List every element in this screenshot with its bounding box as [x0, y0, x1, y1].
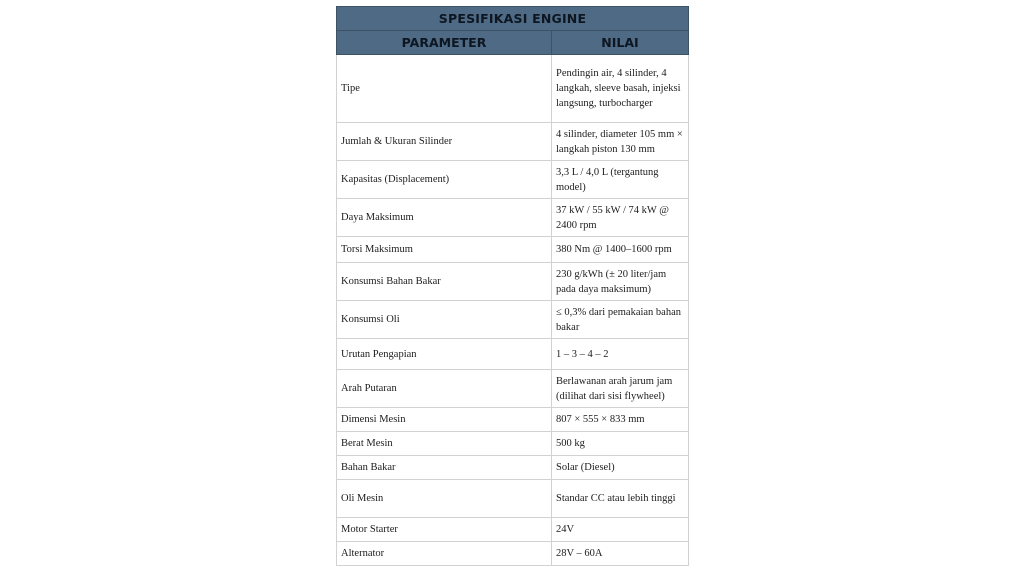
row-parameter: Berat Mesin — [337, 432, 552, 456]
row-value: 24V — [552, 518, 689, 542]
row-parameter: Jumlah & Ukuran Silinder — [337, 123, 552, 161]
table-title-row — [337, 7, 689, 31]
row-parameter: Kapasitas (Displacement) — [337, 161, 552, 199]
row-parameter: Torsi Maksimum — [337, 237, 552, 263]
column-header-parameter: PARAMETER — [337, 31, 552, 55]
row-parameter: Arah Putaran — [337, 370, 552, 408]
row-value: Pendingin air, 4 silinder, 4 langkah, sleeve basah, injeksi langsung, turbocharger — [552, 55, 689, 123]
table-row — [337, 542, 689, 566]
engine-spec-table — [336, 6, 689, 566]
table-row — [337, 199, 689, 237]
row-parameter: Oli Mesin — [337, 480, 552, 518]
table-row — [337, 456, 689, 480]
table-row — [337, 408, 689, 432]
row-value: 4 silinder, diameter 105 mm × langkah piston 130 mm — [552, 123, 689, 161]
row-value: 230 g/kWh (± 20 liter/jam pada daya maksimum) — [552, 263, 689, 301]
table-row — [337, 55, 689, 123]
table-row — [337, 339, 689, 370]
row-value: 380 Nm @ 1400–1600 rpm — [552, 237, 689, 263]
row-parameter: Konsumsi Oli — [337, 301, 552, 339]
table-row — [337, 432, 689, 456]
row-parameter: Urutan Pengapian — [337, 339, 552, 370]
row-parameter: Daya Maksimum — [337, 199, 552, 237]
row-value: Solar (Diesel) — [552, 456, 689, 480]
table-title: SPESIFIKASI ENGINE — [337, 7, 689, 31]
row-value: Standar CC atau lebih tinggi — [552, 480, 689, 518]
table-row — [337, 518, 689, 542]
row-value: 37 kW / 55 kW / 74 kW @ 2400 rpm — [552, 199, 689, 237]
table-row — [337, 161, 689, 199]
row-parameter: Motor Starter — [337, 518, 552, 542]
row-value: 3,3 L / 4,0 L (tergantung model) — [552, 161, 689, 199]
table-row — [337, 370, 689, 408]
row-parameter: Bahan Bakar — [337, 456, 552, 480]
table-row — [337, 237, 689, 263]
table-row — [337, 123, 689, 161]
row-value: ≤ 0,3% dari pemakaian bahan bakar — [552, 301, 689, 339]
column-header-value: NILAI — [552, 31, 689, 55]
table-row — [337, 480, 689, 518]
row-value: 1 – 3 – 4 – 2 — [552, 339, 689, 370]
table-row — [337, 263, 689, 301]
row-value: 28V – 60A — [552, 542, 689, 566]
row-parameter: Dimensi Mesin — [337, 408, 552, 432]
row-value: Berlawanan arah jarum jam (dilihat dari sisi flywheel) — [552, 370, 689, 408]
row-value: 807 × 555 × 833 mm — [552, 408, 689, 432]
row-parameter: Konsumsi Bahan Bakar — [337, 263, 552, 301]
row-parameter: Alternator — [337, 542, 552, 566]
table-row — [337, 301, 689, 339]
table-header-row — [337, 31, 689, 55]
row-value: 500 kg — [552, 432, 689, 456]
row-parameter: Tipe — [337, 55, 552, 123]
